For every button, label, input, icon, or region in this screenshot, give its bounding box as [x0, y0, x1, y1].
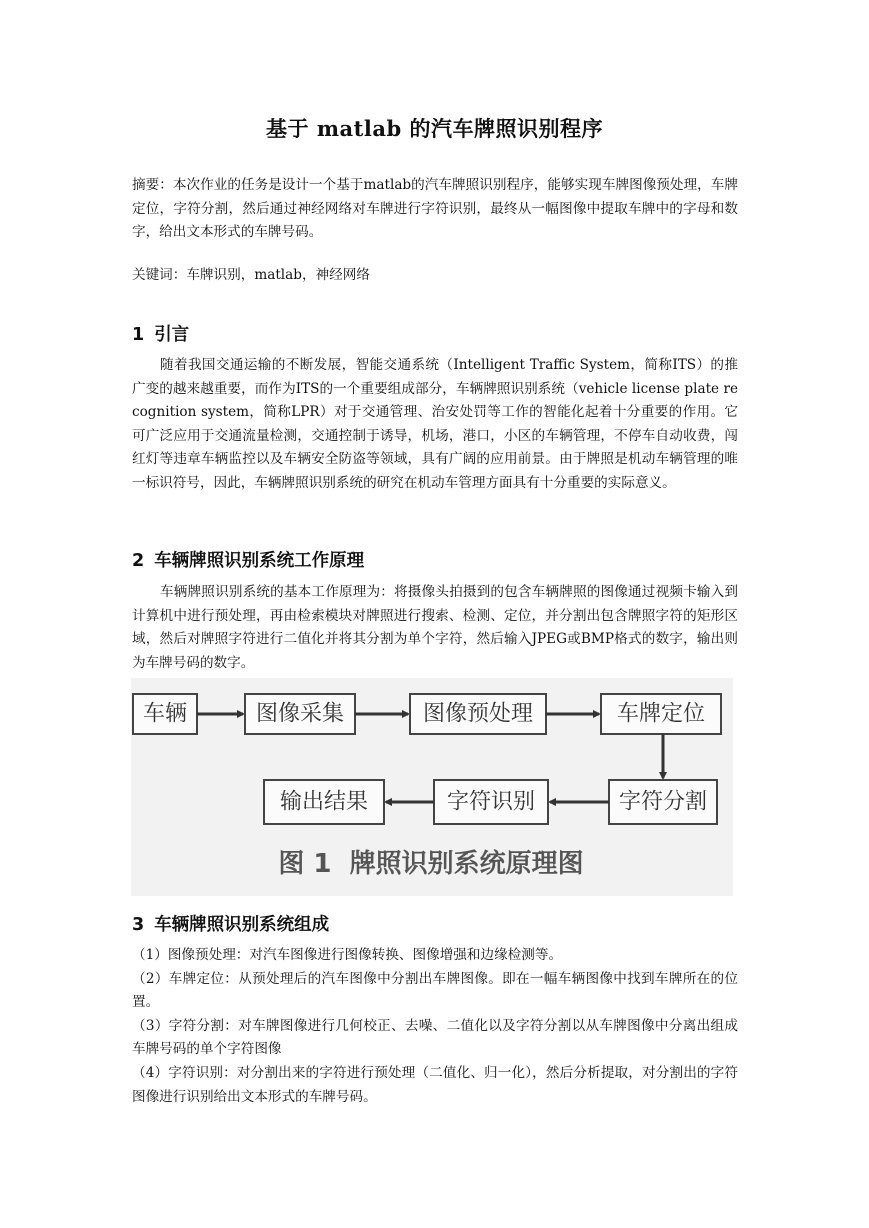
list-item: （1）图像预处理：对汽车图像进行图像转换、图像增强和边缘检测等。 [132, 947, 563, 963]
section-title: 车辆牌照识别系统工作原理 [154, 551, 365, 571]
flow-box-label: 字符识别 [446, 789, 536, 815]
keywords: 关键词：车牌识别，matlab，神经网络 [132, 267, 370, 283]
figure-flowchart [131, 678, 733, 896]
section-heading-1 [132, 321, 189, 346]
section-number: 3 [132, 915, 145, 935]
flow-box-label: 字符分割 [618, 789, 708, 815]
list-item: （3）字符分割：对车牌图像进行几何校正、去噪、二值化以及字符分割以从车牌图像中分离出组成车牌号码的单个字符图像 [132, 1017, 738, 1058]
flow-box-label: 车辆 [142, 701, 188, 727]
section-body-2: 车辆牌照识别系统的基本工作原理为：将摄像头拍摄到的包含车辆牌照的图像通过视频卡输入到计算机中进行预处理，再由检索模块对牌照进行搜索、检测、定位，并分割出包含牌照字符的矩形区域，然后对牌照字符进行二值化并将其分割为单个字符，然后输入JPEG或BMP格式的数字，输出则为车牌号码的数字。 [132, 584, 738, 671]
flow-box-label: 车牌定位 [616, 701, 706, 727]
section-heading-3 [132, 911, 329, 936]
section-number: 1 [132, 325, 145, 345]
section-title: 引言 [154, 325, 190, 345]
flowchart-svg [131, 678, 733, 896]
flow-box-label: 输出结果 [279, 789, 369, 815]
abstract: 摘要：本次作业的任务是设计一个基于matlab的汽车牌照识别程序，能够实现车牌图像预处理，车牌定位，字符分割，然后通过神经网络对车牌进行字符识别，最终从一幅图像中提取车牌中的字母和数字，给出文本形式的车牌号码。 [132, 177, 738, 241]
section-title: 车辆牌照识别系统组成 [154, 915, 330, 935]
list-item: （2）车牌定位：从预处理后的汽车图像中分割出车牌图像。即在一幅车辆图像中找到车牌所在的位置。 [132, 970, 738, 1011]
section-heading-2 [132, 547, 364, 572]
section-body-1: 随着我国交通运输的不断发展，智能交通系统（Intelligent Traffic System，简称ITS）的推广变的越来越重要，而作为ITS的一个重要组成部分，车辆牌照识别系统（vehicle license plate recognition system，简称LPR）对于交通管理、治安处罚等工作的智能化起着十分重要的作用。它可广泛应用于交通流量检测，交通控制于诱导，机场，港口，小区的车辆管理，不停车自动收费，闯红灯等违章车辆监控以及车辆安全防盗等领域，具有广阔的应用前景。由于牌照是机动车辆管理的唯一标识符号，因此，车辆牌照识别系统的研究在机动车管理方面具有十分重要的实际意义。 [132, 357, 738, 491]
flow-box-label: 图像预处理 [422, 701, 534, 727]
flow-box-label: 图像采集 [255, 701, 345, 727]
list-item: （4）字符识别：对分割出来的字符进行预处理（二值化、归一化），然后分析提取，对分割出的字符图像进行识别给出文本形式的车牌号码。 [132, 1064, 738, 1105]
paper-title: 基于 matlab 的汽车牌照识别程序 [266, 116, 603, 141]
section-body-3 [132, 944, 738, 1109]
section-number: 2 [132, 551, 145, 571]
figure-caption: 图 1 牌照识别系统原理图 [278, 849, 584, 879]
